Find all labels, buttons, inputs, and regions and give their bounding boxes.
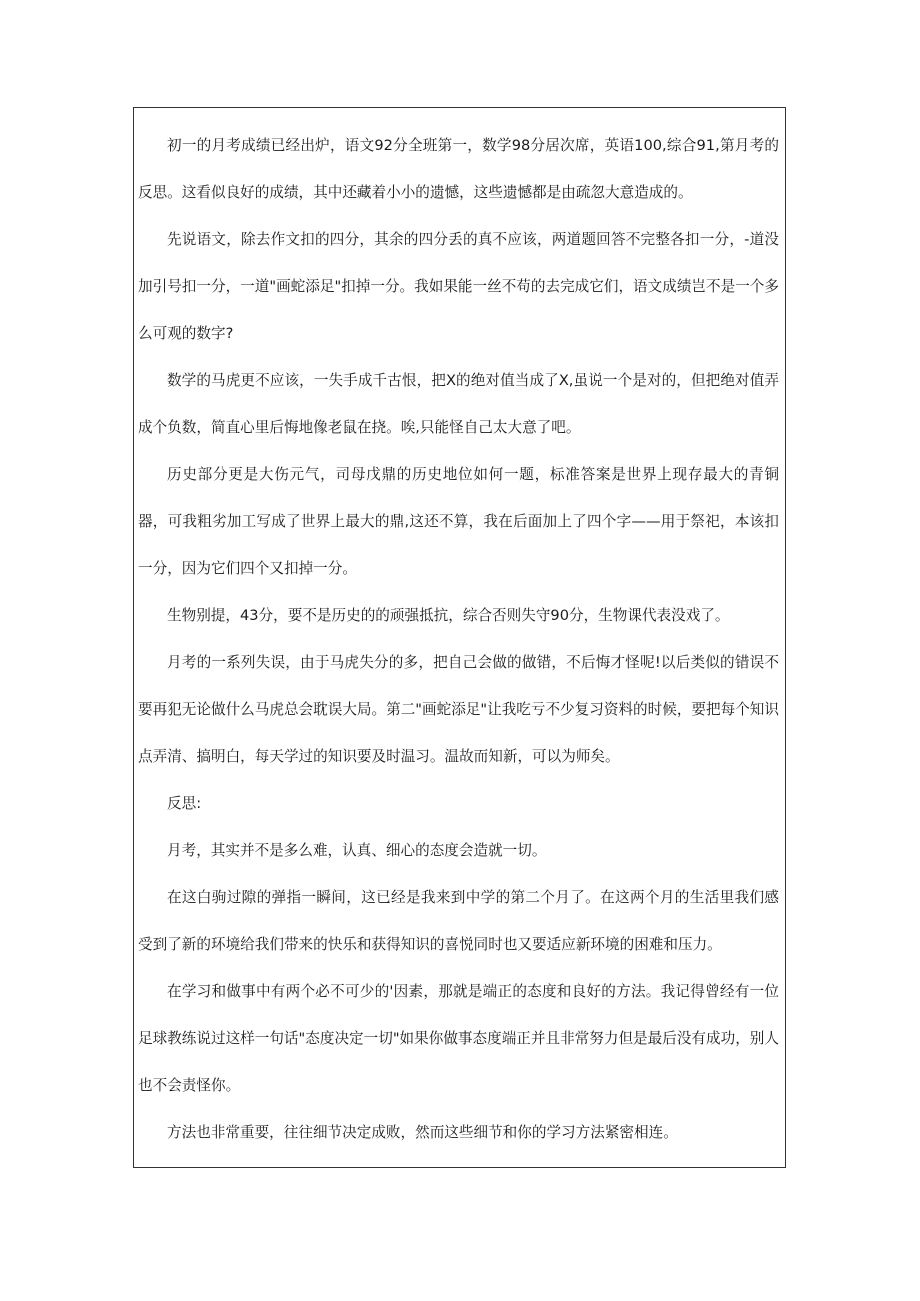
paragraph: 在这白驹过隙的弹指一瞬间，这已经是我来到中学的第二个月了。在这两个月的生活里我们感受到了新的环境给我们带来的快乐和获得知识的喜悦同时也又要适应新环境的困难和压力。 xyxy=(138,889,779,953)
paragraph: 月考，其实并不是多么难，认真、细心的态度会造就一切。 xyxy=(167,842,547,859)
paragraph: 初一的月考成绩已经出炉，语文92分全班第一，数学98分居次席，英语100,综合91,第月考的反思。这看似良好的成绩，其中还藏着小小的遗憾，这些遗憾都是由疏忽大意造成的。 xyxy=(138,137,779,201)
paragraph: 在学习和做事中有两个必不可少的'因素，那就是端正的态度和良好的方法。我记得曾经有一位足球教练说过这样一句话"态度决定一切"如果你做事态度端正并且非常努力但是最后没有成功，别人也不会责怪你。 xyxy=(138,983,779,1094)
paragraph: 先说语文，除去作文扣的四分，其余的四分丢的真不应该，两道题回答不完整各扣一分，-道没加引号扣一分，一道"画蛇添足"扣掉一分。我如果能一丝不苟的去完成它们，语文成绩岂不是一个多么可观的数字? xyxy=(138,231,779,342)
paragraph: 方法也非常重要，往往细节决定成败，然而这些细节和你的学习方法紧密相连。 xyxy=(167,1124,678,1141)
document-frame xyxy=(133,107,786,1168)
paragraph: 月考的一系列失误，由于马虎失分的多，把自己会做的做错，不后悔才怪呢!以后类似的错误不要再犯无论做什么马虎总会耽误大局。第二"画蛇添足"让我吃亏不少复习资料的时候，要把每个知识点弄清、搞明白，每天学过的知识要及时温习。温故而知新，可以为师矣。 xyxy=(138,654,779,765)
paragraph: 生物别提，43分，要不是历史的的顽强抵抗，综合否则失守90分，生物课代表没戏了。 xyxy=(167,607,730,624)
paragraph-heading: 反思: xyxy=(167,795,202,812)
paragraph: 历史部分更是大伤元气，司母戊鼎的历史地位如何一题，标准答案是世界上现存最大的青铜器，可我粗劣加工写成了世界上最大的鼎,这还不算，我在后面加上了四个字——用于祭祀，本该扣一分，因为它们四个又扣掉一分。 xyxy=(138,466,779,577)
paragraph: 数学的马虎更不应该，一失手成千古恨，把X的绝对值当成了X,虽说一个是对的，但把绝对值弄成个负数，简直心里后悔地像老鼠在挠。唉,只能怪自己太大意了吧。 xyxy=(138,372,779,436)
